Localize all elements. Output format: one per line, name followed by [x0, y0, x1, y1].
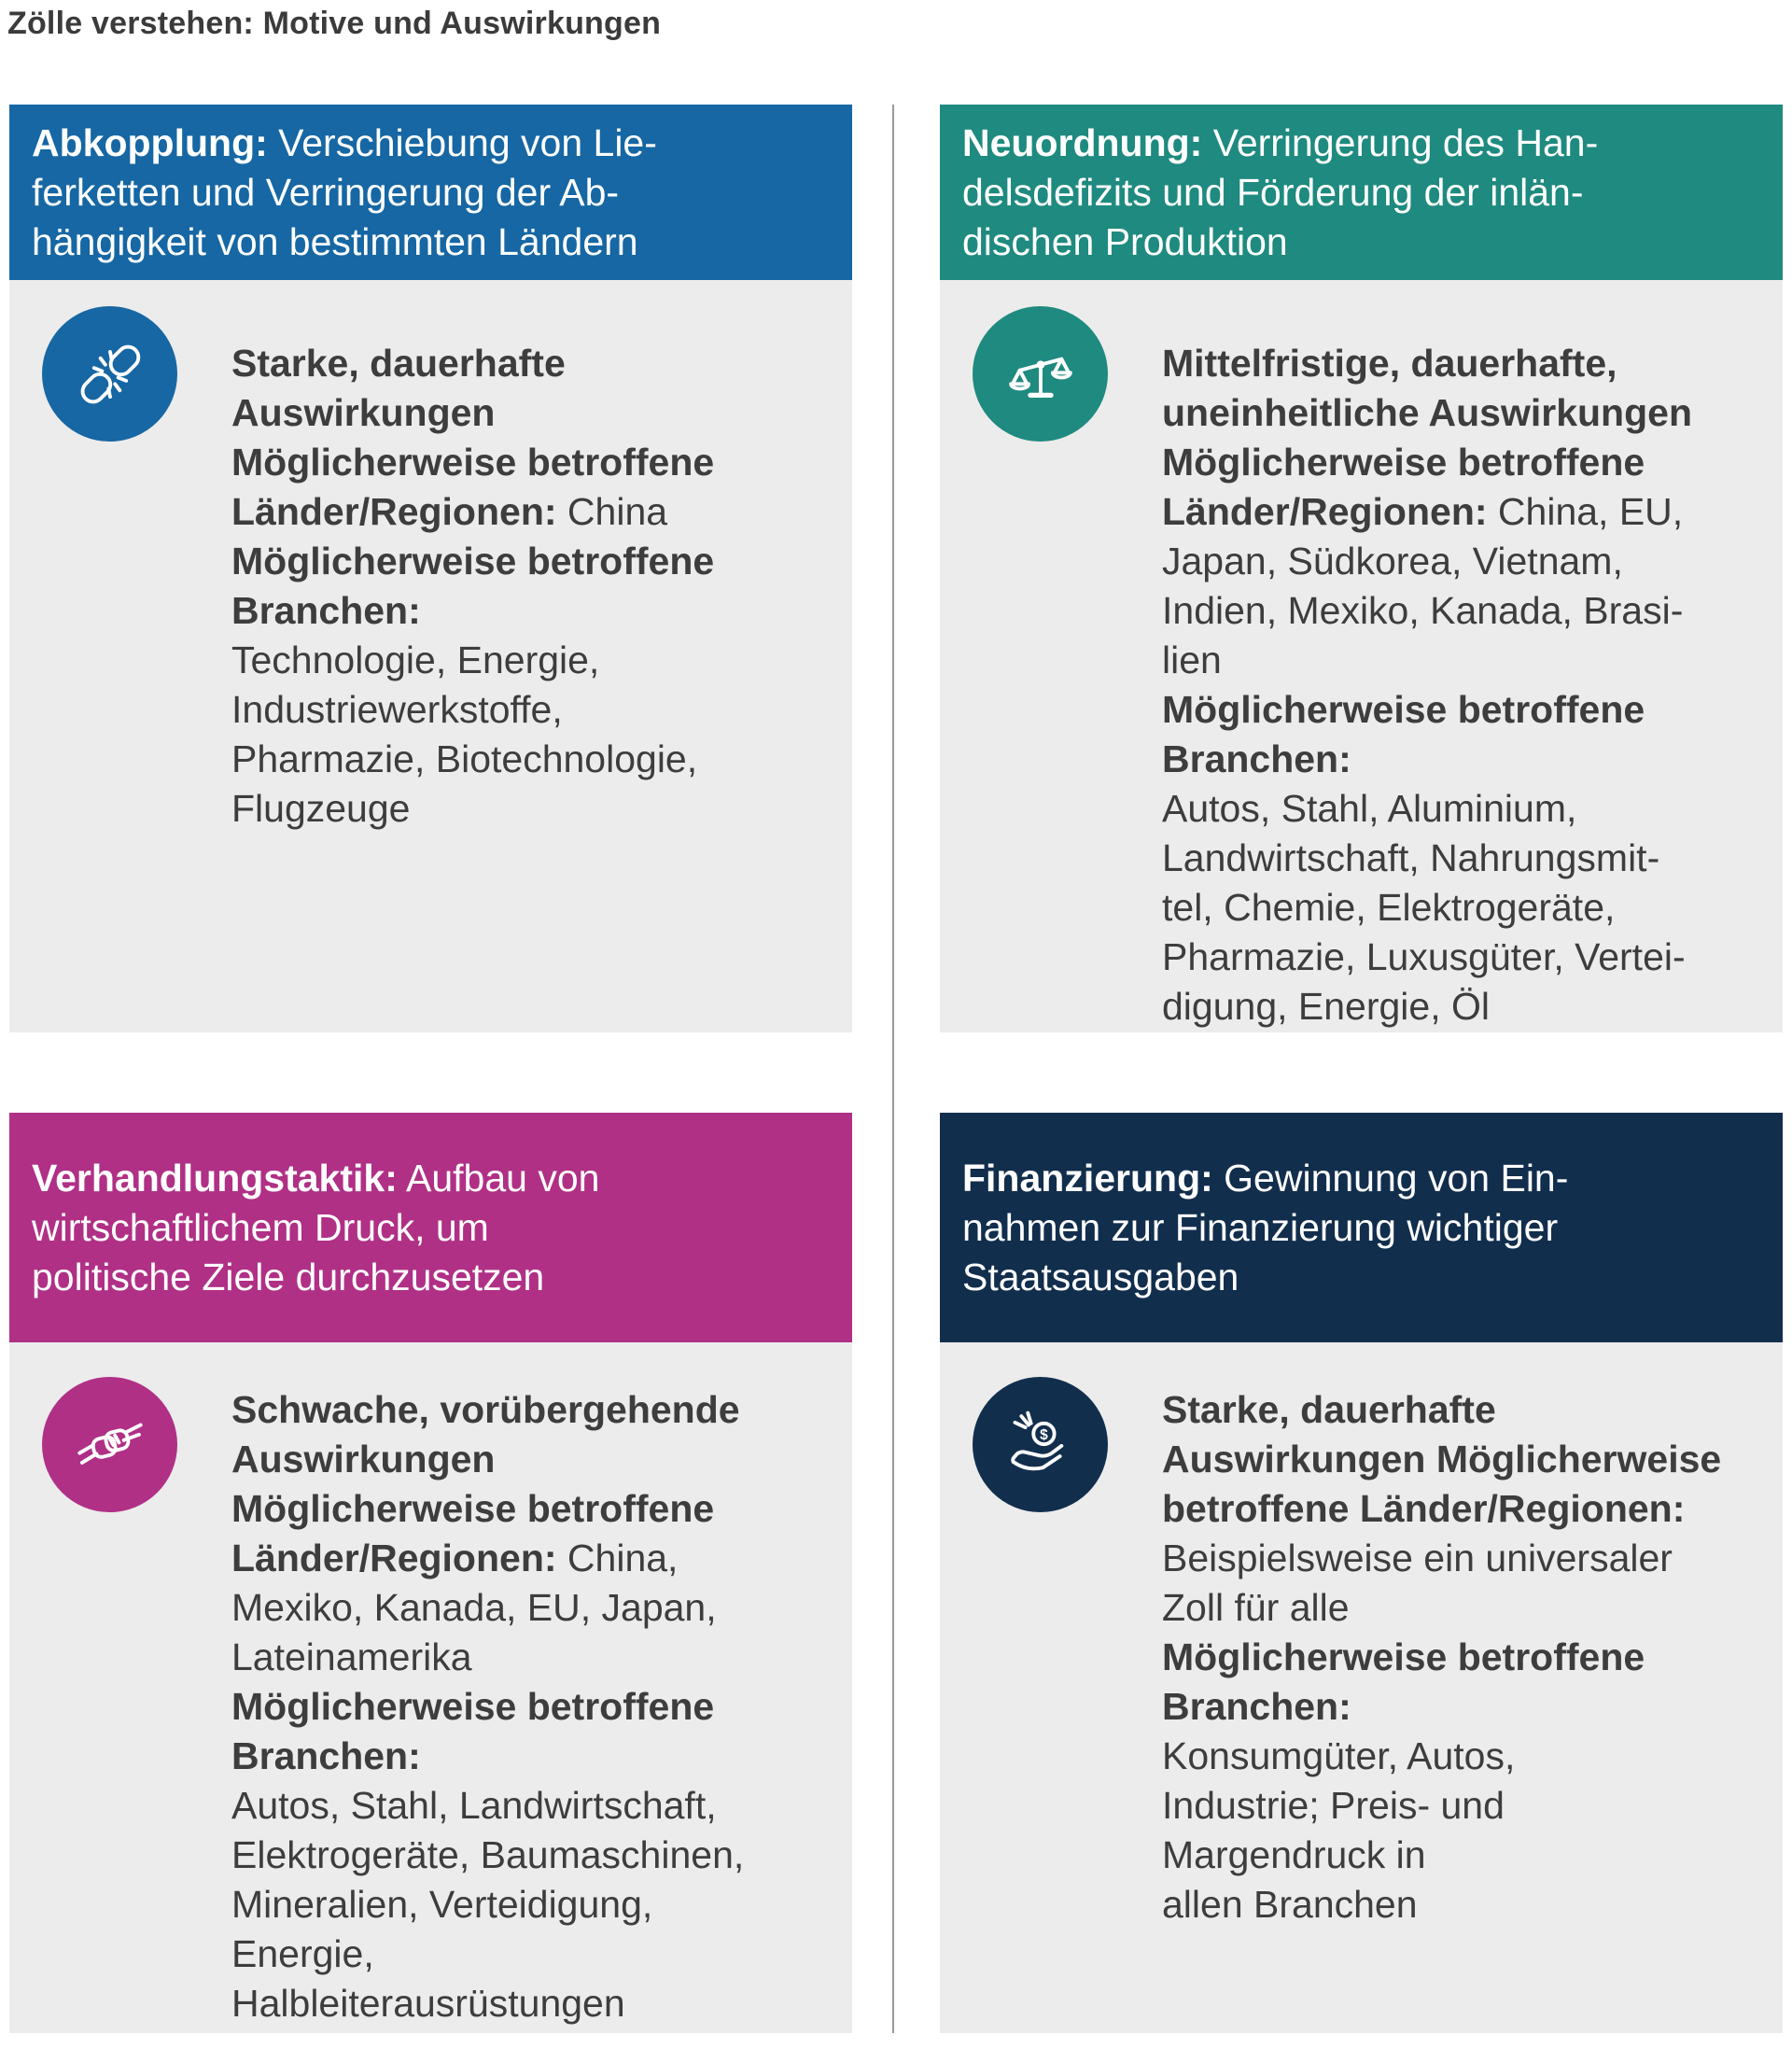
card-verhandlungstaktik: [9, 1113, 852, 2033]
card-body: [9, 1342, 852, 2033]
card-text: Mittelfristige, dauerhafte, uneinheitliche Auswirkungen Möglicherweise betroffene Länder/Regionen: China, EU, Japan, Südkorea, Vietnam, Indien, Mexiko, Kanada, Brasi- lien Möglicherweise betroffene Branchen: Autos, Stahl, Aluminium, Landwirtschaft, Nahrungsmit- tel, Chemie, Elektrogeräte, Pharmazie, Luxusgüter, Vertei- digung, Energie, Öl: [1162, 342, 1692, 1028]
card-header: Abkopplung: Verschiebung von Lie- ferketten und Verringerung der Ab- hängigkeit von bestimmten Ländern: [9, 105, 852, 280]
balance-scale-icon: [973, 306, 1108, 442]
column-divider: [892, 105, 894, 2033]
card-body: [9, 280, 852, 1032]
card-abkopplung: [9, 105, 852, 1032]
card-text: Starke, dauerhafte Auswirkungen Möglicherweise betroffene Länder/Regionen: Beispielsweise ein universaler Zoll für alle Möglicherweise betroffene Branchen: Konsumgüter, Autos, Industrie; Preis- und Margendruck in allen Branchen: [1162, 1388, 1722, 1926]
broken-link-icon: [42, 306, 177, 442]
card-header: Neuordnung: Verringerung des Han- delsdefizits und Förderung der inlän- dischen Produktion: [940, 105, 1783, 280]
card-neuordnung: [940, 105, 1783, 1032]
card-text: Schwache, vorübergehende Auswirkungen Möglicherweise betroffene Länder/Regionen: China, Mexiko, Kanada, EU, Japan, Lateinamerika Möglicherweise betroffene Branchen: Autos, Stahl, Landwirtschaft, Elektrogeräte, Baumaschinen, Mineralien, Verteidigung, Energie, Halbleiterausrüstungen: [231, 1388, 745, 2025]
svg-text:$: $: [1039, 1426, 1048, 1443]
page-title: Zölle verstehen: Motive und Auswirkungen: [7, 6, 662, 41]
card-header: Finanzierung: Gewinnung von Ein- nahmen zur Finanzierung wichtiger Staatsausgaben: [940, 1113, 1783, 1342]
card-body: [940, 1342, 1783, 2033]
handshake-icon: [42, 1377, 177, 1512]
card-text: Starke, dauerhafte Auswirkungen Möglicherweise betroffene Länder/Regionen: China Möglicherweise betroffene Branchen: Technologie, Energie, Industriewerkstoffe, Pharmazie, Biotechnologie, Flugzeuge: [231, 342, 715, 830]
card-header: Verhandlungstaktik: Aufbau von wirtschaftlichem Druck, um politische Ziele durchzusetzen: [9, 1113, 852, 1342]
card-finanzierung: [940, 1113, 1783, 2033]
coin-hand-icon: [973, 1377, 1108, 1512]
card-body: [940, 280, 1783, 1032]
